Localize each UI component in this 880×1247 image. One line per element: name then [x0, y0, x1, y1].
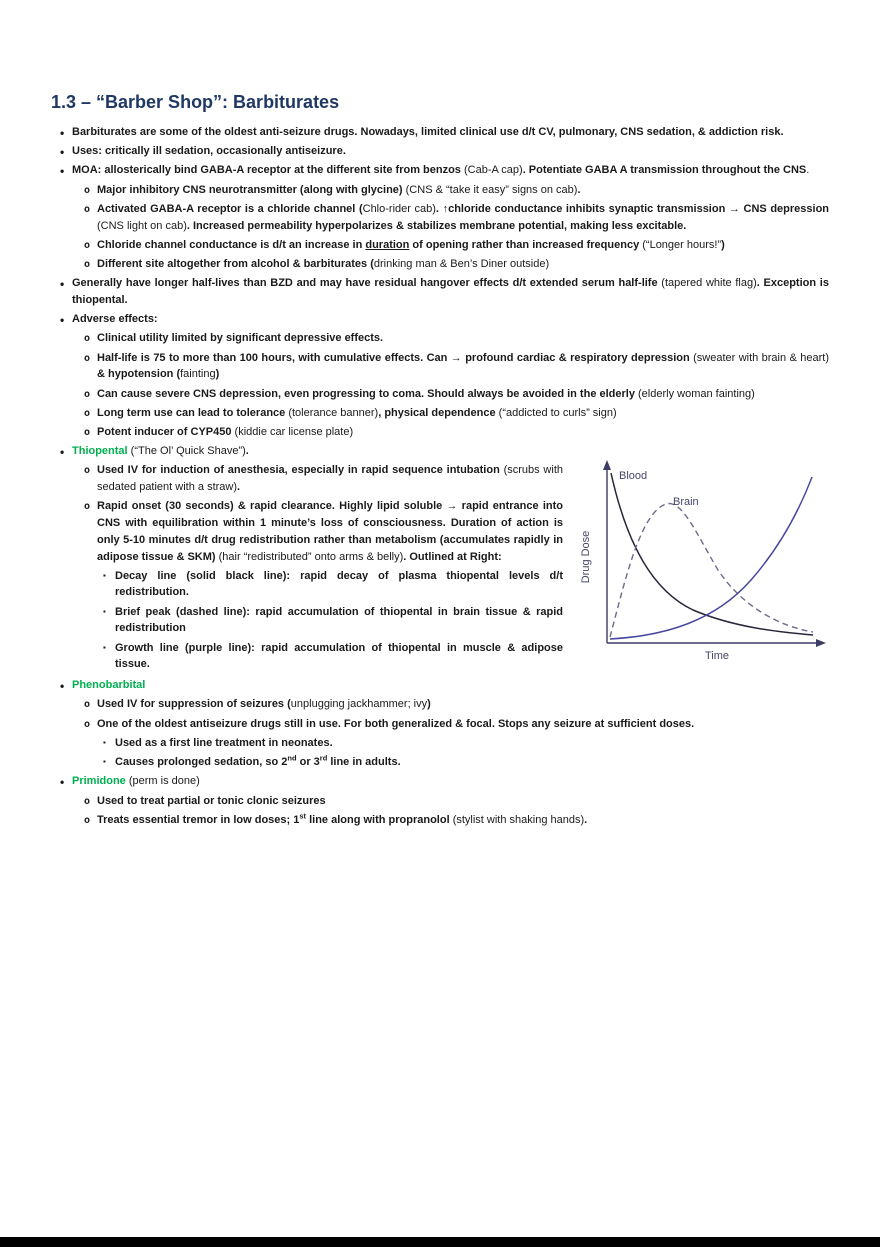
- text-run: ): [427, 698, 431, 711]
- bullet-marker: •: [60, 679, 65, 694]
- text-run: & hypotension (: [97, 368, 181, 381]
- bullet-marker: o: [84, 699, 91, 711]
- text-run: (“The Ol’ Quick Shave”): [130, 445, 246, 458]
- text-run: Major inhibitory CNS neurotransmitter (along with glycine): [97, 183, 406, 196]
- text-run: Phenobarbital: [72, 679, 146, 692]
- text-run: . Exception is thiopental.: [72, 277, 829, 306]
- text-run: One of the oldest antiseizure drugs still in use. For both generalized & focal. Stops any seizure at sufficient doses.: [97, 717, 695, 730]
- text-run: (hair “redistributed” onto arms & belly): [218, 550, 404, 563]
- text-run: ): [215, 368, 220, 381]
- bullet-marker: o: [84, 352, 91, 364]
- list-item: [60, 311, 829, 328]
- list-item: [84, 386, 829, 403]
- list-item: [103, 735, 829, 752]
- list-item: [84, 498, 829, 565]
- list-item: [84, 462, 829, 495]
- text-run: (tapered white flag): [661, 277, 757, 290]
- text-run: duration: [365, 238, 410, 251]
- bullet-marker: o: [84, 501, 91, 513]
- bullet-marker: •: [60, 145, 65, 160]
- text-run: .: [237, 481, 241, 494]
- bullet-marker: ▪: [103, 642, 106, 652]
- text-run: Rapid onset (30 seconds) & rapid clearance. Highly lipid soluble → rapid entrance into CNS with equilibration within 1 minute’s loss of consciousness. Duration of action is only 5-10 minutes d/t drug redistribution rather than metabolism (accumulates rapidly in adipose tissue & SKM): [97, 500, 563, 563]
- list-item: [103, 568, 829, 601]
- text-run: (sweater with brain & heart): [693, 351, 829, 364]
- text-run: unplugging jackhammer; ivy: [290, 698, 428, 711]
- text-run: line along with propranolol: [306, 813, 453, 826]
- text-run: (CNS light on cab): [97, 219, 187, 232]
- text-run: drinking man & Ben’s Diner outside): [373, 258, 550, 271]
- text-run: Growth line (purple line): rapid accumulation of thiopental in muscle & adipose tissue.: [115, 641, 563, 671]
- text-run: Used IV for suppression of seizures (: [97, 698, 291, 711]
- text-run: Uses: critically ill sedation, occasionally antiseizure.: [72, 145, 346, 158]
- text-run: . ↑chloride conductance inhibits synaptic transmission → CNS depression: [435, 202, 830, 215]
- bullet-marker: o: [84, 239, 91, 251]
- text-run: (Cab-A cap): [463, 164, 523, 177]
- text-run: . Outlined at Right:: [403, 550, 502, 563]
- notes-section-intro: [51, 124, 829, 441]
- text-run: (“addicted to curls” sign): [498, 406, 617, 419]
- list-item: [84, 793, 829, 810]
- bullet-marker: •: [60, 775, 65, 790]
- list-item: [60, 443, 829, 460]
- bullet-marker: •: [60, 126, 65, 140]
- text-run: Treats essential tremor in low doses; 1: [97, 813, 300, 826]
- text-run: . Potentiate GABA A transmission throughout the CNS: [522, 164, 807, 177]
- bullet-marker: o: [84, 388, 91, 400]
- list-item: [84, 182, 829, 199]
- list-item: [84, 201, 829, 234]
- text-run: line in adults.: [327, 756, 401, 769]
- bullet-marker: ▪: [103, 757, 106, 767]
- bullet-marker: •: [60, 277, 65, 292]
- bullet-marker: ▪: [103, 737, 106, 747]
- list-item: [84, 237, 829, 254]
- text-run: fainting: [180, 368, 216, 381]
- bullet-marker: o: [84, 795, 91, 807]
- document-content: [51, 92, 829, 831]
- y-axis-label: Drug Dose: [580, 530, 592, 584]
- bullet-marker: o: [84, 814, 91, 826]
- text-run: (elderly woman fainting): [638, 387, 755, 400]
- text-run: ): [721, 238, 725, 251]
- list-item: [84, 424, 829, 441]
- text-run: st: [299, 811, 307, 821]
- bullet-marker: •: [60, 164, 65, 179]
- x-axis-label: Time: [704, 650, 730, 663]
- bullet-marker: o: [84, 259, 91, 271]
- list-item: [60, 677, 829, 694]
- text-run: (scrubs with sedated patient with a straw): [97, 464, 563, 494]
- text-run: Primidone: [72, 775, 129, 788]
- page-title: 1.3 – “Barber Shop”: Barbiturates: [51, 92, 340, 112]
- text-run: (perm is done): [128, 775, 200, 788]
- text-run: Clinical utility limited by significant depressive effects.: [97, 332, 384, 345]
- list-item: [84, 256, 829, 273]
- text-run: MOA: allosterically bind GABA-A receptor at the different site from benzos: [72, 164, 464, 177]
- list-item: [84, 330, 829, 347]
- bullet-marker: o: [84, 333, 91, 345]
- blood-label: Blood: [619, 470, 648, 483]
- text-run: Used to treat partial or tonic clonic seizures: [97, 794, 326, 807]
- list-item: [60, 124, 829, 141]
- text-run: Brief peak (dashed line): rapid accumulation of thiopental in brain tissue & rapid redistribution: [115, 605, 563, 635]
- list-item: [60, 773, 829, 790]
- list-item: [103, 754, 829, 771]
- text-run: nd: [287, 753, 297, 763]
- notes-section-phenobarbital-primidone: [51, 677, 829, 828]
- text-run: Long term use can lead to tolerance: [97, 406, 289, 419]
- bullet-marker: o: [84, 465, 91, 477]
- bullet-marker: •: [60, 445, 65, 460]
- notes-list: [51, 124, 829, 828]
- text-run: (tolerance banner): [288, 406, 379, 419]
- list-item: [84, 405, 829, 422]
- text-run: Causes prolonged sedation, so 2: [115, 756, 288, 769]
- text-run: , physical dependence: [378, 406, 499, 419]
- text-run: Activated GABA-A receptor is a chloride channel (: [97, 202, 363, 215]
- text-run: Different site altogether from alcohol & barbiturates (: [97, 258, 374, 271]
- brain-label: Brain: [673, 496, 699, 509]
- bullet-marker: ▪: [103, 606, 106, 616]
- bullet-marker: •: [60, 313, 65, 328]
- text-run: Thiopental: [72, 445, 131, 458]
- text-run: (kiddie car license plate): [234, 426, 354, 438]
- text-run: Can cause severe CNS depression, even progressing to coma. Should always be avoided in the elderly: [97, 387, 639, 400]
- list-item: [60, 143, 829, 160]
- bullet-marker: o: [84, 427, 91, 438]
- text-run: Barbiturates are some of the oldest anti-seizure drugs. Nowadays, limited clinical use d/t CV, pulmonary, CNS sedation, & addiction risk.: [72, 126, 784, 138]
- bullet-marker: o: [84, 203, 91, 215]
- text-run: rd: [319, 753, 328, 763]
- list-item: [84, 696, 829, 713]
- text-run: Generally have longer half-lives than BZD and may have residual hangover effects d/t extended serum half-life: [72, 277, 662, 290]
- text-run: .: [806, 164, 810, 177]
- text-run: Used IV for induction of anesthesia, especially in rapid sequence intubation: [97, 464, 504, 477]
- list-item: [84, 812, 829, 829]
- text-run: Used as a first line treatment in neonates.: [115, 736, 333, 749]
- notes-section-thiopental: [51, 443, 829, 673]
- list-item: [60, 275, 829, 308]
- text-run: of opening rather than increased frequency: [409, 238, 643, 251]
- list-item: [103, 640, 829, 673]
- text-run: Chloride channel conductance is d/t an increase in: [97, 238, 366, 251]
- text-run: (CNS & “take it easy” signs on cab): [405, 183, 578, 196]
- text-run: or 3: [296, 756, 320, 769]
- bullet-marker: o: [84, 407, 91, 419]
- bullet-marker: o: [84, 718, 91, 730]
- bullet-marker: ▪: [103, 570, 106, 580]
- list-item: [60, 162, 829, 179]
- list-item: [103, 604, 829, 637]
- list-item: [84, 350, 829, 383]
- text-run: Decay line (solid black line): rapid decay of plasma thiopental levels d/t redistribution.: [115, 569, 563, 599]
- bullet-marker: o: [84, 184, 91, 196]
- text-run: .: [584, 813, 588, 826]
- text-run: . Increased permeability hyperpolarizes & stabilizes membrane potential, making less excitable.: [186, 219, 687, 232]
- text-run: Adverse effects:: [72, 313, 158, 326]
- text-run: Chlo-rider cab): [362, 202, 436, 215]
- text-run: .: [245, 445, 249, 458]
- text-run: .: [577, 183, 581, 196]
- text-run: Half-life is 75 to more than 100 hours, with cumulative effects. Can → profound cardiac & respiratory depression: [97, 351, 694, 364]
- text-run: (stylist with shaking hands): [452, 813, 585, 826]
- list-item: [84, 716, 829, 733]
- text-run: (“Longer hours!”: [642, 238, 722, 251]
- page-bottom-bar: [0, 1237, 880, 1247]
- text-run: Potent inducer of CYP450: [97, 426, 235, 438]
